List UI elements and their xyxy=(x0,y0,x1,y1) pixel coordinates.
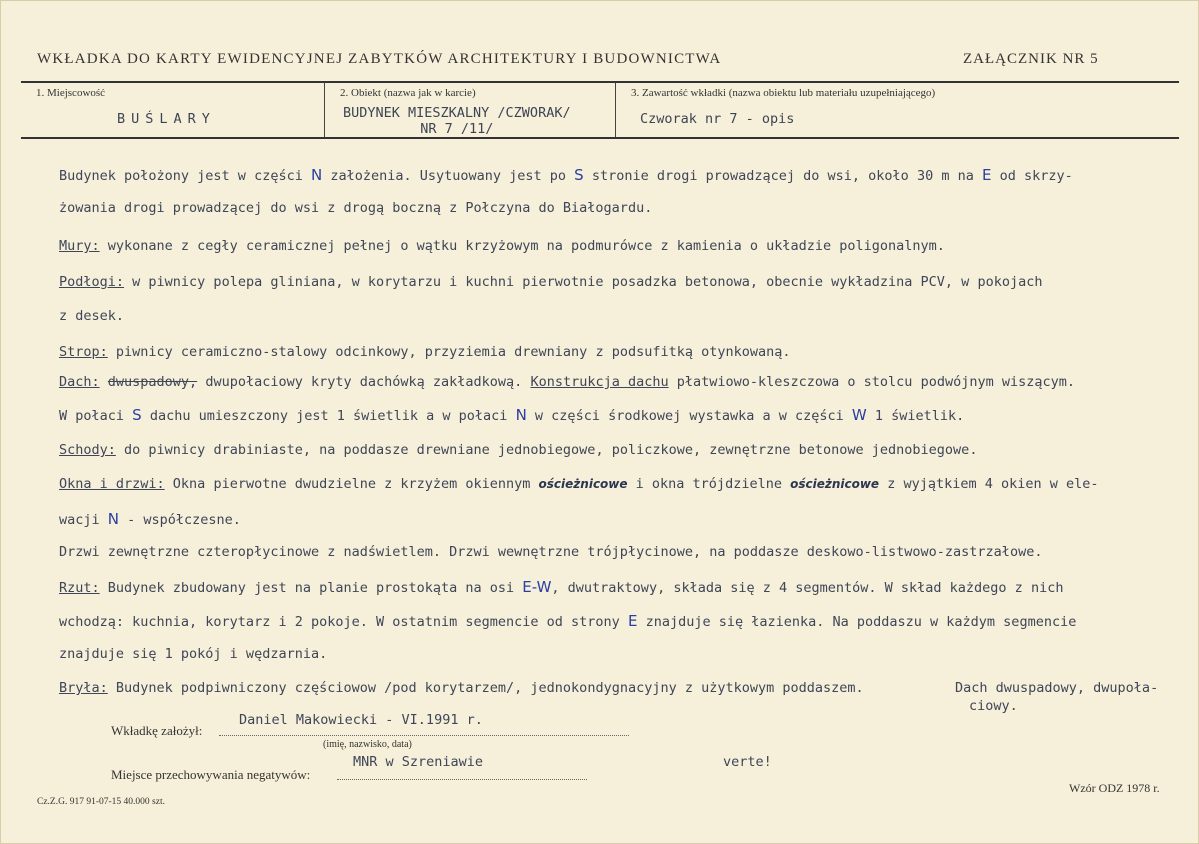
floors-label: Podłogi: xyxy=(59,274,125,290)
windows-line-2: wacji N - współczesne. xyxy=(59,510,241,528)
negatives-value: MNR w Szreniawie xyxy=(353,754,484,770)
locality-value: BUŚLARY xyxy=(117,111,216,127)
massing-tail-1: Dach dwuspadowy, dwupoła- xyxy=(955,680,1159,696)
direction-e: E xyxy=(981,166,992,184)
roof-construction-label: Konstrukcja dachu xyxy=(530,374,669,390)
massing-label: Bryła: xyxy=(59,680,108,696)
ceiling-line: Strop: piwnicy ceramiczno-stalowy odcinkowy, przyziemia drewniany z podsufitką otynkowaną. xyxy=(59,344,791,360)
object-label: 2. Obiekt (nazwa jak w karcie) xyxy=(340,87,476,99)
plan-label: Rzut: xyxy=(59,580,100,596)
stairs-label: Schody: xyxy=(59,442,116,458)
author-value: Daniel Makowiecki - VI.1991 r. xyxy=(239,712,483,728)
plan-line-2: wchodzą: kuchnia, korytarz i 2 pokoje. W ostatnim segmencie od strony E znajduje się łazienka. Na poddaszu w każdym segmencie xyxy=(59,612,1077,630)
print-code: Cz.Z.G. 917 91-07-15 40.000 szt. xyxy=(37,797,165,807)
annex-number: ZAŁĄCZNIK NR 5 xyxy=(963,51,1099,67)
floors-line-2: z desek. xyxy=(59,308,125,324)
content-label: 3. Zawartość wkładki (nazwa obiektu lub materiału uzupełniającego) xyxy=(631,87,936,99)
roof-struck-text: dwuspadowy, xyxy=(107,374,198,390)
walls-line: Mury: wykonane z cegły ceramicznej pełnej o wątku krzyżowym na podmurówce z kamienia o układzie poligonalnym. xyxy=(59,238,945,254)
doors-line: Drzwi zewnętrzne czteropłycinowe z nadświetlem. Drzwi wewnętrzne trójpłycinowe, na poddasze deskowo-listwowo-zastrzałowe. xyxy=(59,544,1043,560)
author-label: Wkładkę założył: xyxy=(111,723,203,738)
object-value-line1: BUDYNEK MIESZKALNY /CZWORAK/ xyxy=(343,105,571,121)
content-value: Czworak nr 7 - opis xyxy=(640,111,795,127)
object-value-line2: NR 7 /11/ xyxy=(420,121,494,137)
massing-tail-2: ciowy. xyxy=(969,698,1018,714)
direction-s: S xyxy=(574,166,584,184)
locality-cell xyxy=(21,83,324,137)
paragraph-location-2: żowania drogi prowadzącej do wsi z drogą boczną z Połczyna do Białogardu. xyxy=(59,200,653,216)
walls-label: Mury: xyxy=(59,238,100,254)
massing-line: Bryła: Budynek podpiwniczony częściowow /pod korytarzem/, jednokondygnacyjny z użytkowym poddaszem. xyxy=(59,680,864,696)
locality-label: 1. Miejscowość xyxy=(36,87,106,99)
roof-line: Dach: dwuspadowy, dwupołaciowy kryty dachówką zakładkową. Konstrukcja dachu płatwiowo-kleszczowa o stolcu podwójnym wiszącym. xyxy=(59,374,1075,390)
handwritten-correction-1: ościeżnicowe xyxy=(538,477,628,491)
verte-note: verte! xyxy=(723,754,772,770)
roof-label: Dach: xyxy=(59,374,100,390)
object-cell xyxy=(324,83,616,137)
model-number: Wzór ODZ 1978 r. xyxy=(1069,781,1160,795)
author-hint: (imię, nazwisko, data) xyxy=(323,739,412,750)
handwritten-correction-2: ościeżnicowe xyxy=(790,477,880,491)
plan-line: Rzut: Budynek zbudowany jest na planie prostokąta na osi E-W, dwutraktowy, składa się z 4 segmentów. W skład każdego z nich xyxy=(59,578,1064,596)
direction-n: N xyxy=(310,166,323,184)
plan-line-3: znajduje się 1 pokój i wędzarnia. xyxy=(59,646,328,662)
windows-line: Okna i drzwi: Okna pierwotne dwudzielne z krzyżem okiennym ościeżnicowe i okna trójdzielne ościeżnicowe z wyjątkiem 4 okien w ele- xyxy=(59,476,1099,492)
windows-label: Okna i drzwi: xyxy=(59,476,165,492)
header-fields xyxy=(21,81,1179,139)
form-title: WKŁADKA DO KARTY EWIDENCYJNEJ ZABYTKÓW ARCHITEKTURY I BUDOWNICTWA xyxy=(37,51,722,67)
author-dotline xyxy=(219,735,629,736)
negatives-dotline xyxy=(337,779,587,780)
content-cell xyxy=(616,83,1179,137)
paragraph-location-1: Budynek położony jest w części N założenia. Usytuowany jest po S stronie drogi prowadzącej do wsi, około 30 m na E od skrzy- xyxy=(59,166,1073,184)
object-value xyxy=(343,105,571,137)
ceiling-label: Strop: xyxy=(59,344,108,360)
floors-line: Podłogi: w piwnicy polepa gliniana, w korytarzu i kuchni pierwotnie posadzka betonowa, obecnie wykładzina PCV, w pokojach xyxy=(59,274,1043,290)
negatives-label: Miejsce przechowywania negatywów: xyxy=(111,767,311,782)
roof-line-2: W połaci S dachu umieszczony jest 1 świetlik a w połaci N w części środkowej wystawka a w części W 1 świetlik. xyxy=(59,406,965,424)
stairs-line: Schody: do piwnicy drabiniaste, na poddasze drewniane jednobiegowe, policzkowe, zewnętrzne betonowe jednobiegowe. xyxy=(59,442,978,458)
